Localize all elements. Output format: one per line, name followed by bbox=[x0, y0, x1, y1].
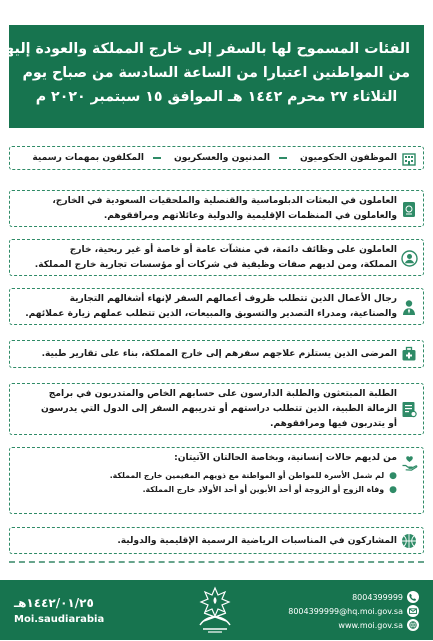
category-patients bbox=[9, 340, 424, 368]
government-employees-label: الموظفون الحكوميون bbox=[300, 153, 397, 163]
humanitarian-bullet-2 bbox=[20, 483, 397, 497]
students-line-1: الطلبة المبتعثون والطلبة الدارسون على حسابهم الخاص والمتدربون في برامج bbox=[48, 389, 397, 399]
permanent-employees-line-1: العاملون على وظائف دائمة، في منشآت عامة أو خاصة أو غير ربحية، خارج bbox=[69, 245, 397, 255]
title-line-3: الثلاثاء ٢٧ محرم ١٤٤٢ هـ الموافق ١٥ سبتمبر ٢٠٢٠ م bbox=[35, 89, 398, 105]
patients-line-1: المرضى الذين يستلزم علاجهم سفرهم إلى خارج المملكة، بناء على تقارير طبية. bbox=[41, 349, 397, 359]
passport-icon bbox=[400, 200, 418, 218]
permanent-employees-line-2: المملكة، ومن لديهم صفات وظيفية في شركات أو مؤسسات تجارية خارج المملكة. bbox=[34, 260, 397, 270]
social-handle-text: Moi.saudiarabia bbox=[14, 614, 105, 625]
humanitarian-bullet-1 bbox=[20, 469, 397, 483]
phone-contact[interactable] bbox=[352, 591, 419, 603]
humanitarian-title: من لديهم حالات إنسانية، وبخاصة الحالتان الآتيتان: bbox=[174, 453, 397, 463]
businessman-icon bbox=[400, 298, 418, 316]
students-line-3: أو يتدربون فيها ومرافقوهم. bbox=[270, 419, 397, 429]
humanitarian-hand-icon bbox=[400, 453, 418, 471]
official-mission-label: المكلفون بمهمات رسمية bbox=[32, 153, 145, 163]
footer bbox=[0, 580, 433, 640]
email-address: 8004399999@hq.moi.gov.sa bbox=[288, 606, 403, 616]
bullet-dot-icon: ● bbox=[389, 471, 397, 481]
employee-icon bbox=[400, 249, 418, 267]
moi-emblem-icon bbox=[188, 585, 242, 637]
category-items bbox=[20, 151, 397, 166]
sports-ball-icon bbox=[400, 532, 418, 550]
business-line-1: رجال الأعمال الذين تتطلب ظروف أعمالهم السفر لإنهاء أشغالهم التجارية bbox=[69, 294, 397, 304]
social-handle[interactable] bbox=[14, 614, 104, 625]
category-permanent-employees bbox=[9, 239, 424, 276]
students-line-2: الزمالة الطبية، الذين تتطلب دراستهم أو تدريبهم السفر إلى الدول التي يدرسون bbox=[40, 404, 397, 414]
category-business-people bbox=[9, 288, 424, 325]
phone-icon bbox=[407, 591, 419, 603]
medical-kit-icon bbox=[400, 345, 418, 363]
website-contact[interactable] bbox=[338, 619, 419, 631]
civil-military-label: المدنيون والعسكريون bbox=[174, 153, 271, 163]
email-contact[interactable] bbox=[288, 605, 419, 617]
diplomatic-line-2: والعاملون في المنظمات الإقليمية والدولية وعائلاتهم ومرافقوهم. bbox=[103, 211, 397, 221]
student-certificate-icon bbox=[400, 400, 418, 418]
separator-dash bbox=[279, 157, 287, 159]
sports-line-1: المشاركون في المناسبات الرياضية الرسمية الإقليمية والدولية. bbox=[117, 536, 397, 546]
category-students bbox=[9, 383, 424, 435]
category-diplomatic-missions bbox=[9, 190, 424, 227]
title-line-1: الفئات المسموح لها بالسفر إلى خارج المملكة والعودة إليها bbox=[0, 41, 410, 57]
divider bbox=[9, 561, 424, 564]
globe-icon bbox=[407, 619, 419, 631]
category-sports-participants bbox=[9, 527, 424, 554]
government-building-icon bbox=[400, 150, 418, 168]
family-reunion-label: لم شمل الأسرة للمواطن أو المواطنة مع ذويهم المقيمين خارج المملكة. bbox=[109, 471, 385, 480]
category-humanitarian-cases bbox=[9, 447, 424, 514]
separator-dash bbox=[153, 157, 161, 159]
bullet-dot-icon: ● bbox=[389, 485, 397, 495]
business-line-2: والصناعية، ومدراء التصدير والتسويق والمبيعات، الذين تتطلب عملهم زيارة عملائهم. bbox=[25, 309, 397, 319]
publication-date: ١٤٤٢/٠١/٢٥هـ bbox=[14, 596, 94, 610]
bereavement-label: وفاة الزوج أو الزوجة أو أحد الأبوين أو أحد الأولاد خارج المملكة. bbox=[142, 485, 385, 494]
diplomatic-line-1: العاملون في البعثات الدبلوماسية والقنصلية والملحقيات السعودية في الخارج، bbox=[52, 196, 397, 206]
title-banner bbox=[0, 25, 424, 128]
title-line-2: من المواطنين اعتبارا من الساعة السادسة من صباح يوم bbox=[22, 65, 410, 81]
website-url: www.moi.gov.sa bbox=[338, 620, 403, 630]
email-icon bbox=[407, 605, 419, 617]
category-government-employees bbox=[9, 146, 424, 170]
phone-number: 8004399999 bbox=[352, 592, 403, 602]
